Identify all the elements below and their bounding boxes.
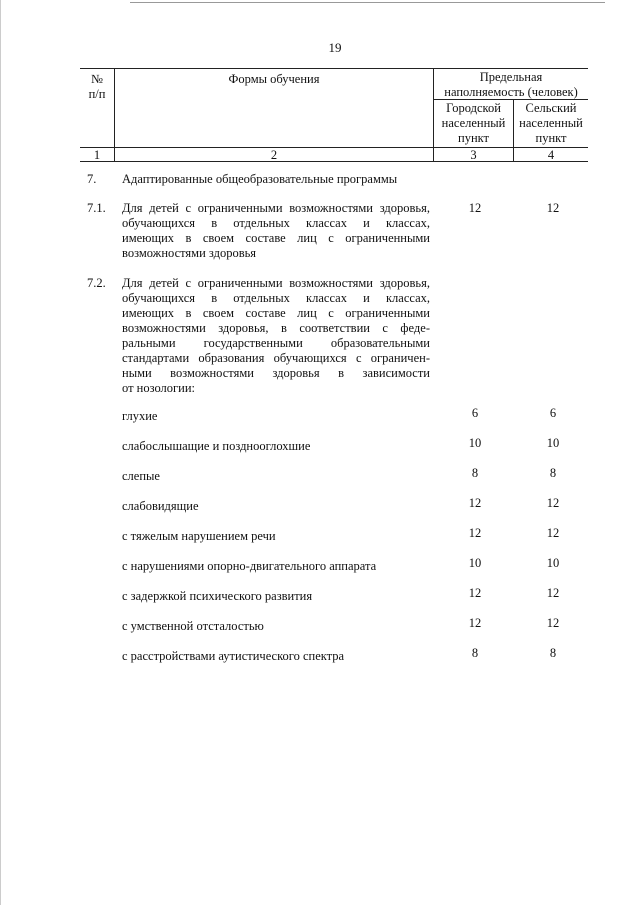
row-label: с нарушениями опорно-двигательного аппарата (122, 559, 377, 573)
section-number: 7. (87, 172, 97, 186)
row-label: с тяжелым нарушением речи (122, 529, 276, 543)
scan-edge (0, 0, 1, 905)
row-urban: 12 (468, 496, 482, 510)
text-line: стандартами образования обучающихся с ограничен- (122, 351, 430, 365)
text-line: имеющих в своем составе лиц с ограниченными (122, 231, 430, 245)
row-label: с умственной отсталостью (122, 619, 264, 633)
col-index-2: 2 (270, 148, 278, 162)
row-urban: 10 (468, 436, 482, 450)
text-line: ральными государственными образовательными (122, 336, 430, 350)
text-line: Для детей с ограниченными возможностями здоровья, (122, 201, 430, 215)
page-number: 19 (328, 40, 342, 55)
row-urban: 8 (471, 646, 479, 660)
row-label: с задержкой психического развития (122, 589, 313, 603)
text-line: обучающихся в отдельных классах и классах, (122, 216, 430, 230)
row-label: слепые (122, 469, 160, 483)
col-index-1: 1 (93, 148, 101, 162)
header-top-border (80, 68, 588, 69)
col-no-header: № п/п (88, 72, 106, 101)
text-line: возможностями здоровья (122, 246, 257, 260)
row-urban: 12 (468, 526, 482, 540)
row-urban: 8 (471, 466, 479, 480)
row-rural: 8 (549, 646, 557, 660)
item-7-1-text (122, 201, 430, 261)
row-label: глухие (122, 409, 158, 423)
top-rule (130, 2, 605, 3)
row-label: с расстройствами аутистического спектра (122, 649, 345, 663)
row-urban: 10 (468, 556, 482, 570)
row-label: слабовидящие (122, 499, 199, 513)
item-7-2-number: 7.2. (87, 276, 106, 290)
col-forms-header: Формы обучения (228, 72, 320, 86)
row-rural: 6 (549, 406, 557, 420)
row-label: слабослышащие и позднооглохшие (122, 439, 311, 453)
row-rural: 10 (546, 556, 560, 570)
row-rural: 12 (546, 586, 560, 600)
section-title: Адаптированные общеобразовательные программы (122, 172, 398, 186)
col-capacity-header: Предельная наполняемость (человек) (444, 70, 578, 99)
item-7-1-number: 7.1. (87, 201, 106, 215)
text-line: имеющих в своем составе лиц с ограниченными (122, 306, 430, 320)
row-rural: 12 (546, 526, 560, 540)
row-urban: 12 (468, 616, 482, 630)
row-rural: 12 (546, 616, 560, 630)
col-index-4: 4 (547, 148, 555, 162)
item-7-1-urban: 12 (468, 201, 482, 215)
text-line: обучающихся в отдельных классах и классах, (122, 291, 430, 305)
item-7-1-rural: 12 (546, 201, 560, 215)
row-rural: 10 (546, 436, 560, 450)
table-header (80, 68, 588, 162)
col-rural-header: Сельский населенный пункт (519, 101, 583, 145)
text-line: возможностями здоровья, в соответствии с феде- (122, 321, 430, 335)
row-rural: 8 (549, 466, 557, 480)
text-line: Для детей с ограниченными возможностями здоровья, (122, 276, 430, 290)
text-line: от нозологии: (122, 381, 196, 395)
col-urban-header: Городской населенный пункт (441, 101, 506, 145)
item-7-2-text (122, 276, 430, 396)
row-urban: 6 (471, 406, 479, 420)
row-rural: 12 (546, 496, 560, 510)
text-line: ными возможностями здоровья в зависимости (122, 366, 430, 380)
row-urban: 12 (468, 586, 482, 600)
col-index-3: 3 (470, 148, 477, 162)
